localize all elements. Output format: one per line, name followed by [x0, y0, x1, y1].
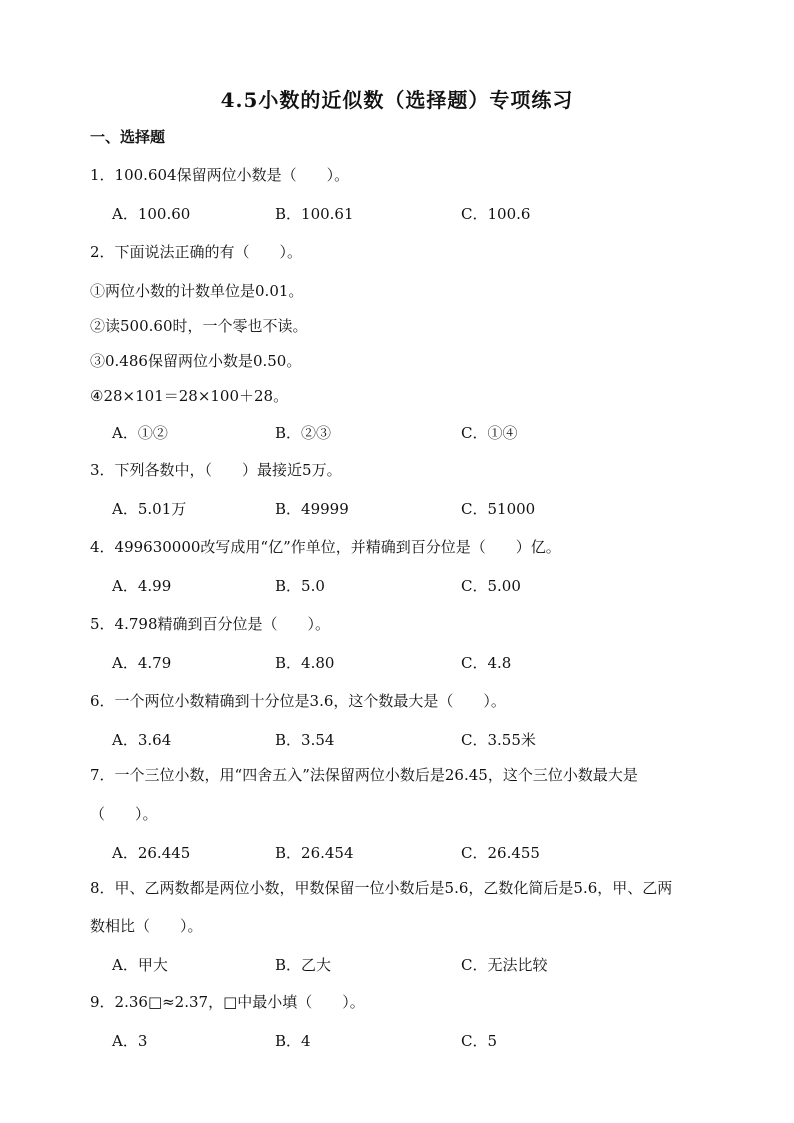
option-a: A．26.445	[112, 844, 191, 862]
option-c: C．①④	[461, 424, 518, 442]
question-4: 4．499630000改写成用“亿”作单位，并精确到百分位是（ ）亿。	[90, 538, 561, 556]
option-b: B．100.61	[275, 205, 354, 223]
option-b: B．乙大	[275, 956, 332, 974]
option-c: C．5	[461, 1032, 498, 1050]
option-c: C．26.455	[461, 844, 540, 862]
option-c: C．3.55米	[461, 731, 536, 749]
question-7-line-2: （ ）。	[90, 805, 158, 823]
statement-1: ①两位小数的计数单位是0.01。	[90, 282, 304, 300]
question-7-line-1: 7．一个三位小数，用“四舍五入”法保留两位小数后是26.45，这个三位小数最大是	[90, 766, 638, 784]
option-b: B．4.80	[275, 654, 335, 672]
option-b: B．4	[275, 1032, 311, 1050]
option-a: A．100.60	[112, 205, 191, 223]
option-a: A．①②	[112, 424, 168, 442]
option-c: C．无法比较	[461, 956, 548, 974]
option-b: B．49999	[275, 500, 349, 518]
option-a: A．3.64	[112, 731, 172, 749]
option-b: B．5.0	[275, 577, 325, 595]
statement-2: ②读500.60时，一个零也不读。	[90, 317, 308, 335]
section-heading: 一、选择题	[90, 128, 166, 146]
option-b: B．26.454	[275, 844, 354, 862]
question-8-line-1: 8．甲、乙两数都是两位小数，甲数保留一位小数后是5.6，乙数化简后是5.6，甲、乙两	[90, 879, 673, 897]
question-5: 5．4.798精确到百分位是（ ）。	[90, 615, 330, 633]
question-9: 9．2.36□≈2.37，□中最小填（ ）。	[90, 993, 365, 1011]
option-a: A．5.01万	[112, 500, 187, 518]
question-3: 3．下列各数中，（ ）最接近5万。	[90, 461, 342, 479]
question-8-line-2: 数相比（ ）。	[90, 917, 203, 935]
question-6: 6．一个两位小数精确到十分位是3.6，这个数最大是（ ）。	[90, 692, 506, 710]
option-a: A．甲大	[112, 956, 168, 974]
option-a: A．4.99	[112, 577, 172, 595]
option-a: A．3	[112, 1032, 148, 1050]
option-a: A．4.79	[112, 654, 172, 672]
option-c: C．4.8	[461, 654, 512, 672]
question-1: 1．100.604保留两位小数是（ ）。	[90, 166, 350, 184]
option-b: B．②③	[275, 424, 332, 442]
option-c: C．51000	[461, 500, 536, 518]
statement-3: ③0.486保留两位小数是0.50。	[90, 352, 302, 370]
statement-4: ④28×101＝28×100＋28。	[90, 387, 289, 405]
option-b: B．3.54	[275, 731, 335, 749]
option-c: C．5.00	[461, 577, 521, 595]
option-c: C．100.6	[461, 205, 531, 223]
question-2: 2．下面说法正确的有（ ）。	[90, 243, 303, 261]
page-title: 4.5小数的近似数（选择题）专项练习	[220, 88, 574, 112]
